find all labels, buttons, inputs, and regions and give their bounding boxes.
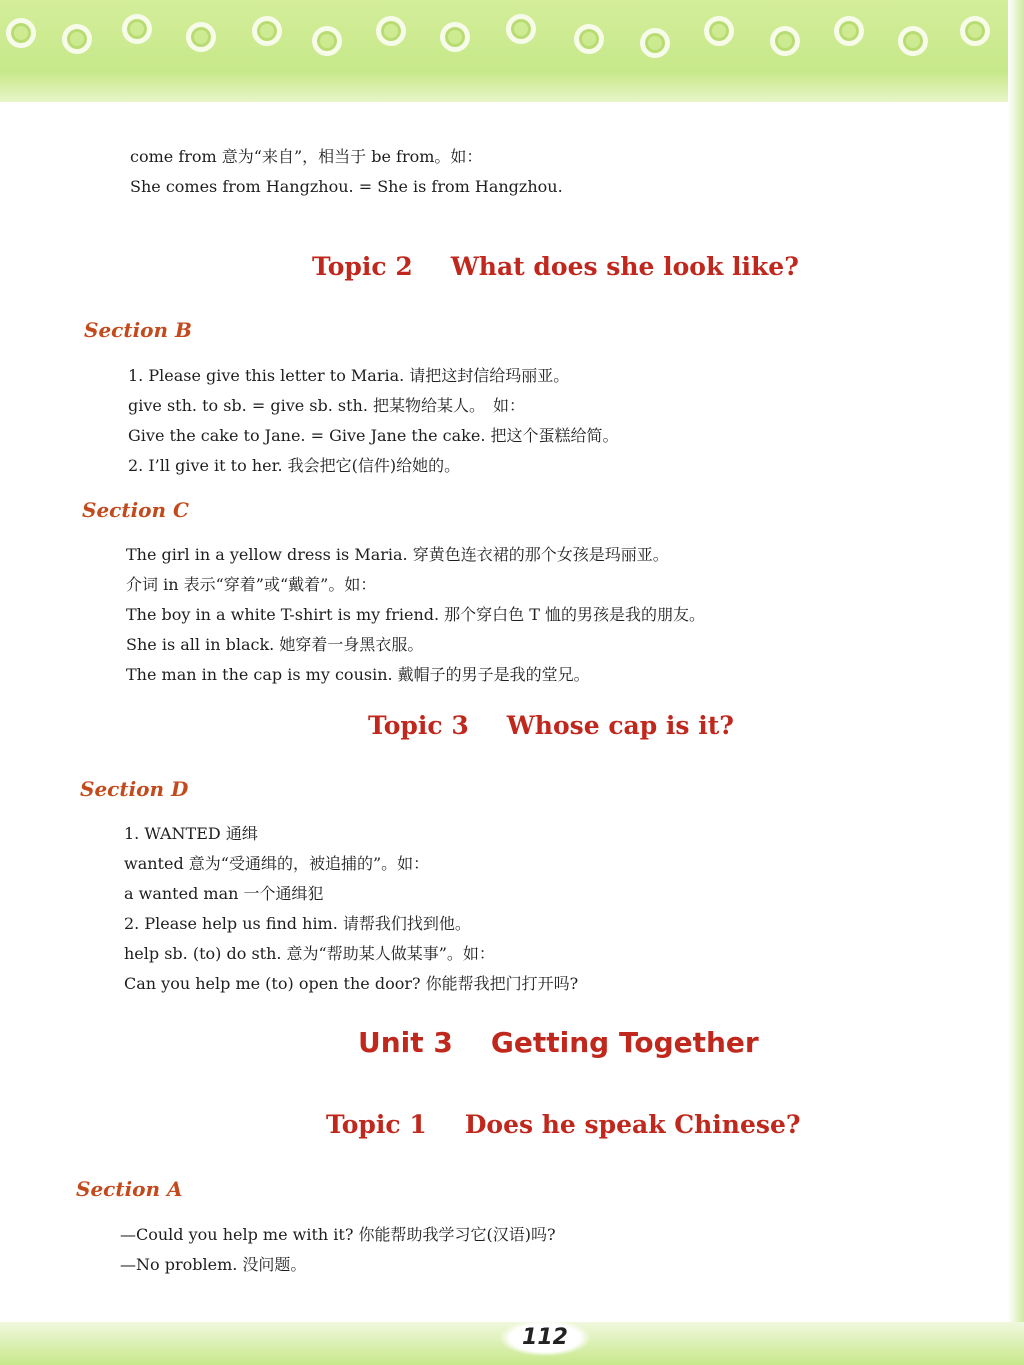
intro-line: She comes from Hangzhou. = She is from Hangzhou. bbox=[130, 177, 563, 196]
topic-title: Does he speak Chinese? bbox=[464, 1110, 801, 1139]
ring-icon bbox=[376, 16, 406, 46]
topic-label: Topic 3 bbox=[368, 711, 469, 740]
section-a-heading: Section A bbox=[76, 1177, 183, 1201]
page-number: 112 bbox=[500, 1320, 590, 1356]
ring-icon bbox=[252, 16, 282, 46]
ring-icon bbox=[640, 28, 670, 58]
section-a-line: —No problem. 没问题。 bbox=[120, 1255, 307, 1274]
section-b-line: 2. I’ll give it to her. 我会把它(信件)给她的。 bbox=[128, 456, 461, 475]
section-b-line: 1. Please give this letter to Maria. 请把这封信给玛丽亚。 bbox=[128, 366, 570, 385]
ring-icon bbox=[704, 16, 734, 46]
section-d-line: Can you help me (to) open the door? 你能帮我把门打开吗? bbox=[124, 974, 579, 993]
section-c-line: The girl in a yellow dress is Maria. 穿黄色连衣裙的那个女孩是玛丽亚。 bbox=[126, 545, 669, 564]
ring-icon bbox=[506, 14, 536, 44]
topic-3-heading bbox=[368, 711, 734, 740]
topic-1-heading bbox=[326, 1110, 801, 1139]
topic-title: Whose cap is it? bbox=[506, 711, 734, 740]
ring-icon bbox=[960, 16, 990, 46]
ring-icon bbox=[122, 14, 152, 44]
section-d-line: 2. Please help us find him. 请帮我们找到他。 bbox=[124, 914, 471, 933]
ring-icon bbox=[6, 18, 36, 48]
section-c-line: The man in the cap is my cousin. 戴帽子的男子是我的堂兄。 bbox=[126, 665, 590, 684]
section-d-line: help sb. (to) do sth. 意为“帮助某人做某事”。如： bbox=[124, 944, 495, 963]
ring-icon bbox=[312, 26, 342, 56]
page-edge-decoration bbox=[1008, 0, 1024, 1365]
ring-icon bbox=[898, 26, 928, 56]
section-d-line: a wanted man 一个通缉犯 bbox=[124, 884, 324, 903]
ring-icon bbox=[186, 22, 216, 52]
section-d-line: 1. WANTED 通缉 bbox=[124, 824, 258, 843]
section-c-heading: Section C bbox=[82, 498, 189, 522]
topic-label: Topic 1 bbox=[326, 1110, 427, 1139]
section-c-line: The boy in a white T-shirt is my friend. 那个穿白色 T 恤的男孩是我的朋友。 bbox=[126, 605, 706, 624]
topic-title: What does she look like? bbox=[450, 252, 799, 281]
section-b-line: Give the cake to Jane. = Give Jane the cake. 把这个蛋糕给简。 bbox=[128, 426, 619, 445]
intro-line: come from 意为“来自”，相当于 be from。如： bbox=[130, 147, 483, 166]
unit-3-heading bbox=[358, 1026, 759, 1059]
unit-label: Unit 3 bbox=[358, 1026, 453, 1059]
unit-title: Getting Together bbox=[490, 1026, 759, 1059]
section-b-line: give sth. to sb. = give sb. sth. 把某物给某人。 如： bbox=[128, 396, 526, 415]
section-c-line: She is all in black. 她穿着一身黑衣服。 bbox=[126, 635, 424, 654]
top-decorative-band bbox=[0, 0, 1024, 102]
ring-decoration bbox=[0, 10, 1024, 70]
section-d-line: wanted 意为“受通缉的，被追捕的”。如： bbox=[124, 854, 430, 873]
topic-2-heading bbox=[312, 252, 799, 281]
section-c-line: 介词 in 表示“穿着”或“戴着”。如： bbox=[126, 575, 377, 594]
section-a-line: —Could you help me with it? 你能帮助我学习它(汉语)吗? bbox=[120, 1225, 556, 1244]
ring-icon bbox=[834, 16, 864, 46]
topic-label: Topic 2 bbox=[312, 252, 413, 281]
ring-icon bbox=[770, 26, 800, 56]
ring-icon bbox=[440, 22, 470, 52]
ring-icon bbox=[574, 24, 604, 54]
ring-icon bbox=[62, 24, 92, 54]
section-b-heading: Section B bbox=[84, 318, 192, 342]
section-d-heading: Section D bbox=[80, 777, 189, 801]
